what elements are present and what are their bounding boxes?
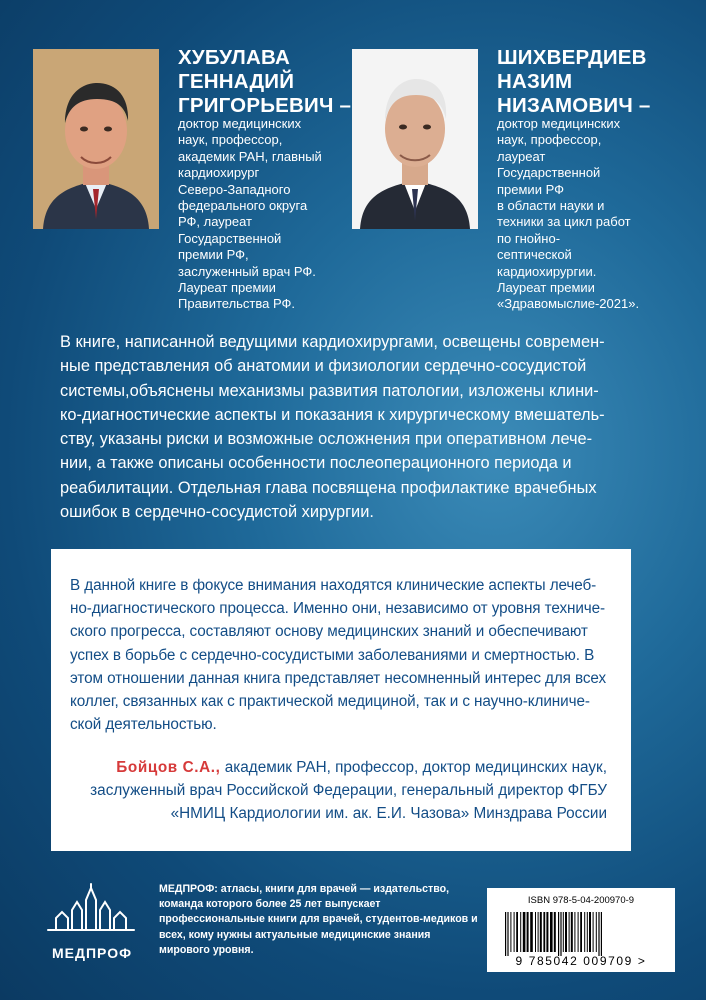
reviewer-title-3: «НМИЦ Кардиологии им. ак. Е.И. Чазова» Минздрава России — [170, 805, 607, 823]
barcode-digits: 9 785042 009709 > — [515, 954, 647, 968]
publisher-description: МЕДПРОФ: атласы, книги для врачей — издательство, команда которого более 25 лет выпускает профессиональные книги для врачей, студентов-медиков и всех, кому нужны актуальные медицинские знания мирового уровня. — [159, 883, 478, 956]
portrait-image — [352, 49, 478, 229]
author-photo-shikhverdiev — [352, 49, 478, 229]
isbn-barcode — [487, 888, 675, 972]
author-name-shikhverdiev: ШИХВЕРДИЕВ НАЗИМ НИЗАМОВИЧ – — [497, 46, 651, 117]
publisher-logo-text: МЕДПРОФ — [52, 945, 133, 961]
review-quote-box — [51, 549, 631, 851]
reviewer-title-1: академик РАН, профессор, доктор медицинских наук, — [220, 759, 607, 776]
barcode-bars — [503, 910, 663, 958]
portrait-image — [33, 49, 159, 229]
isbn-number: ISBN 978-5-04-200970-9 — [527, 895, 635, 906]
review-attribution — [90, 756, 607, 826]
book-summary: В книге, написанной ведущими кардиохирургами, освещены современ- ные представления об анатомии и физиологии сердечно-сосудистой системы,объяснены механизмы развития патологии, изложены клини- ко-диагностические аспекты и показания к хирургическому вмешатель- ству, указаны риски и возможные осложнения при оперативном лече- нии, а также описаны особенности послеоперационного периода и реабилитации. Отдельная глава посвящена профилактике врачебных ошибок в сердечно-сосудистой хирургии. — [60, 333, 605, 522]
author-name-khubulava: ХУБУЛАВА ГЕННАДИЙ ГРИГОРЬЕВИЧ – — [178, 46, 352, 117]
attribution-line-1 — [90, 756, 607, 779]
kremlin-skyline-icon — [44, 880, 138, 940]
author-bio-khubulava: доктор медицинских наук, профессор, академик РАН, главный кардиохирург Северо-Западного федерального округа РФ, лауреат Государственной премии РФ, заслуженный врач РФ. Лауреат премии Правительства РФ. — [178, 116, 322, 312]
reviewer-title-2: заслуженный врач Российской Федерации, генеральный директор ФГБУ — [90, 782, 607, 800]
author-photo-khubulava — [33, 49, 159, 229]
review-quote-text: В данной книге в фокусе внимания находятся клинические аспекты лечеб- но-диагностического процесса. Именно они, независимо от уровня техниче- ского прогресса, составляют основу медицинских знаний и обеспечивают успех в борьбе с сердечно-сосудистыми заболеваниями и смертностью. В этом отношении данная книга представляет несомненный интерес для всех коллег, связанных как с практической медициной, так и с научно-клиниче- ской деятельностью. — [70, 577, 607, 734]
reviewer-name: Бойцов С.А., — [116, 759, 221, 776]
author-bio-shikhverdiev: доктор медицинских наук, профессор, лауреат Государственной премии РФ в области науки и техники за цикл работ по гнойно- септической кардиохирургии. Лауреат премии «Здравомыслие-2021». — [497, 116, 640, 312]
